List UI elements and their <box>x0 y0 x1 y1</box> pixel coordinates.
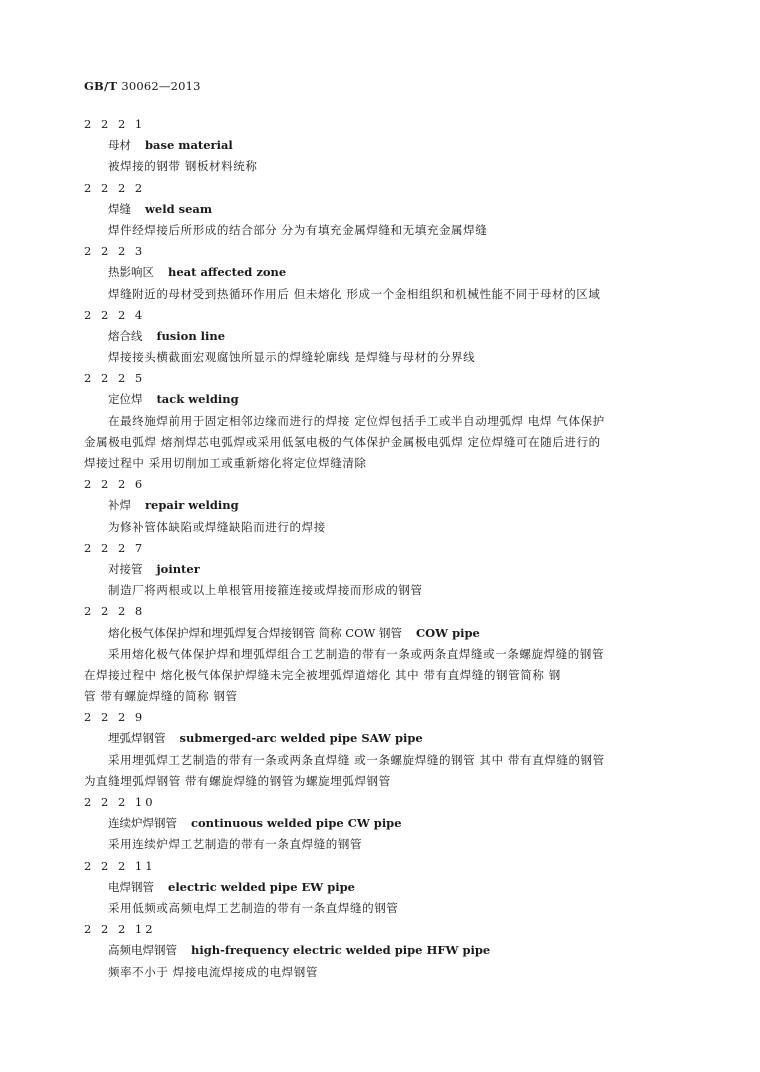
term-entry <box>84 241 676 305</box>
term-chinese: 对接管 <box>108 561 143 576</box>
term-entry <box>84 474 676 538</box>
term-entry <box>84 792 676 856</box>
definition-line: 焊接过程中 采用切削加工或重新熔化将定位焊缝清除 <box>84 456 367 470</box>
term-chinese: 焊缝 <box>108 201 131 216</box>
term-heading <box>84 389 676 410</box>
term-heading <box>84 940 676 961</box>
term-chinese: 定位焊 <box>108 392 143 407</box>
definition-line: 在最终施焊前用于固定相邻边缘而进行的焊接 定位焊包括手工或半自动埋弧焊 电焊 气体保护 <box>108 413 605 428</box>
definition-line: 采用埋弧焊工艺制造的带有一条或两条直焊缝 或一条螺旋焊缝的钢管 其中 带有直焊缝的钢管 <box>108 752 605 767</box>
term-chinese: 熔合线 <box>108 328 143 343</box>
standard-prefix: GB/T <box>84 79 118 93</box>
definition-line: 被焊接的钢带 钢板材料统称 <box>108 159 258 174</box>
term-english: high-frequency electric welded pipe HFW pipe <box>191 943 491 958</box>
term-entry <box>84 114 676 178</box>
definition-line: 管 带有螺旋焊缝的简称 钢管 <box>84 689 238 704</box>
term-entry <box>84 368 676 474</box>
term-chinese: 母材 <box>108 138 131 153</box>
definition-line: 采用连续炉焊工艺制造的带有一条直焊缝的钢管 <box>108 837 363 852</box>
term-heading <box>84 728 676 749</box>
term-chinese: 电焊钢管 <box>108 879 154 894</box>
term-english: electric welded pipe EW pipe <box>168 879 355 894</box>
term-heading <box>84 262 676 283</box>
term-english: COW pipe <box>416 625 480 640</box>
definition-line: 制造厂将两根或以上单根管用接箍连接或焊接而形成的钢管 <box>108 583 423 598</box>
term-number: 2 2 2 6 <box>84 477 146 492</box>
definition-line: 焊件经焊接后所形成的结合部分 分为有填充金属焊缝和无填充金属焊缝 <box>108 222 488 237</box>
standard-number: 30062—2013 <box>121 79 201 93</box>
definition-line: 金属极电弧焊 熔剂焊芯电弧焊或采用低氢电极的气体保护金属极电弧焊 定位焊缝可在随后进行的 <box>84 434 601 449</box>
term-entries <box>84 114 676 983</box>
term-english: submerged-arc welded pipe SAW pipe <box>179 731 423 746</box>
definition-line: 采用低频或高频电焊工艺制造的带有一条直焊缝的钢管 <box>108 900 399 915</box>
term-heading <box>84 135 676 156</box>
term-heading <box>84 495 676 516</box>
definition-line: 在焊接过程中 熔化极气体保护焊缝未完全被埋弧焊道熔化 其中 带有直焊缝的钢管简称 钢 <box>84 667 561 682</box>
term-number: 2 2 2 2 <box>84 180 146 195</box>
term-entry <box>84 538 676 602</box>
definition-line: 为修补管体缺陷或焊缝缺陷而进行的焊接 <box>108 519 326 534</box>
term-number: 2 2 2 7 <box>84 540 146 555</box>
term-chinese: 高频电焊钢管 <box>108 943 177 958</box>
definition-line: 焊缝附近的母材受到热循环作用后 但未熔化 形成一个金相组织和机械性能不同于母材的区域 <box>108 286 601 301</box>
term-number: 2 2 2 4 <box>84 307 146 322</box>
term-english: base material <box>145 138 233 153</box>
term-entry <box>84 305 676 369</box>
term-heading <box>84 623 676 644</box>
page-header <box>84 79 201 93</box>
term-heading <box>84 813 676 834</box>
definition-line: 频率不小于 焊接电流焊接成的电焊钢管 <box>108 964 318 979</box>
term-heading <box>84 559 676 580</box>
term-english: tack welding <box>156 392 239 407</box>
term-number: 2 2 2 12 <box>84 922 156 937</box>
term-english: jointer <box>156 561 200 576</box>
term-heading <box>84 199 676 220</box>
term-entry <box>84 601 676 707</box>
term-number: 2 2 2 9 <box>84 710 146 725</box>
definition-line: 采用熔化极气体保护焊和埋弧焊组合工艺制造的带有一条或两条直焊缝或一条螺旋焊缝的钢管 <box>108 646 605 661</box>
term-heading <box>84 326 676 347</box>
term-english: weld seam <box>145 201 213 216</box>
term-entry <box>84 919 676 983</box>
term-english: fusion line <box>156 328 226 343</box>
term-entry <box>84 856 676 920</box>
term-number: 2 2 2 8 <box>84 604 146 619</box>
term-heading <box>84 877 676 898</box>
term-entry <box>84 707 676 792</box>
term-chinese: 补焊 <box>108 498 131 513</box>
term-english: continuous welded pipe CW pipe <box>191 816 402 831</box>
term-chinese: 熔化极气体保护焊和埋弧焊复合焊接钢管 简称 COW 钢管 <box>108 625 403 640</box>
definition-line: 为直缝埋弧焊钢管 带有螺旋焊缝的钢管为螺旋埋弧焊钢管 <box>84 773 391 788</box>
term-chinese: 热影响区 <box>108 265 154 280</box>
term-english: repair welding <box>145 498 239 513</box>
term-number: 2 2 2 3 <box>84 244 146 259</box>
term-chinese: 连续炉焊钢管 <box>108 816 177 831</box>
term-entry <box>84 178 676 242</box>
term-number: 2 2 2 11 <box>84 858 156 873</box>
term-english: heat affected zone <box>168 265 287 280</box>
term-number: 2 2 2 1 <box>84 117 146 131</box>
term-number: 2 2 2 5 <box>84 371 146 386</box>
term-chinese: 埋弧焊钢管 <box>108 731 166 746</box>
term-number: 2 2 2 10 <box>84 795 156 809</box>
definition-line: 焊接接头横截面宏观腐蚀所显示的焊缝轮廓线 是焊缝与母材的分界线 <box>108 350 476 365</box>
